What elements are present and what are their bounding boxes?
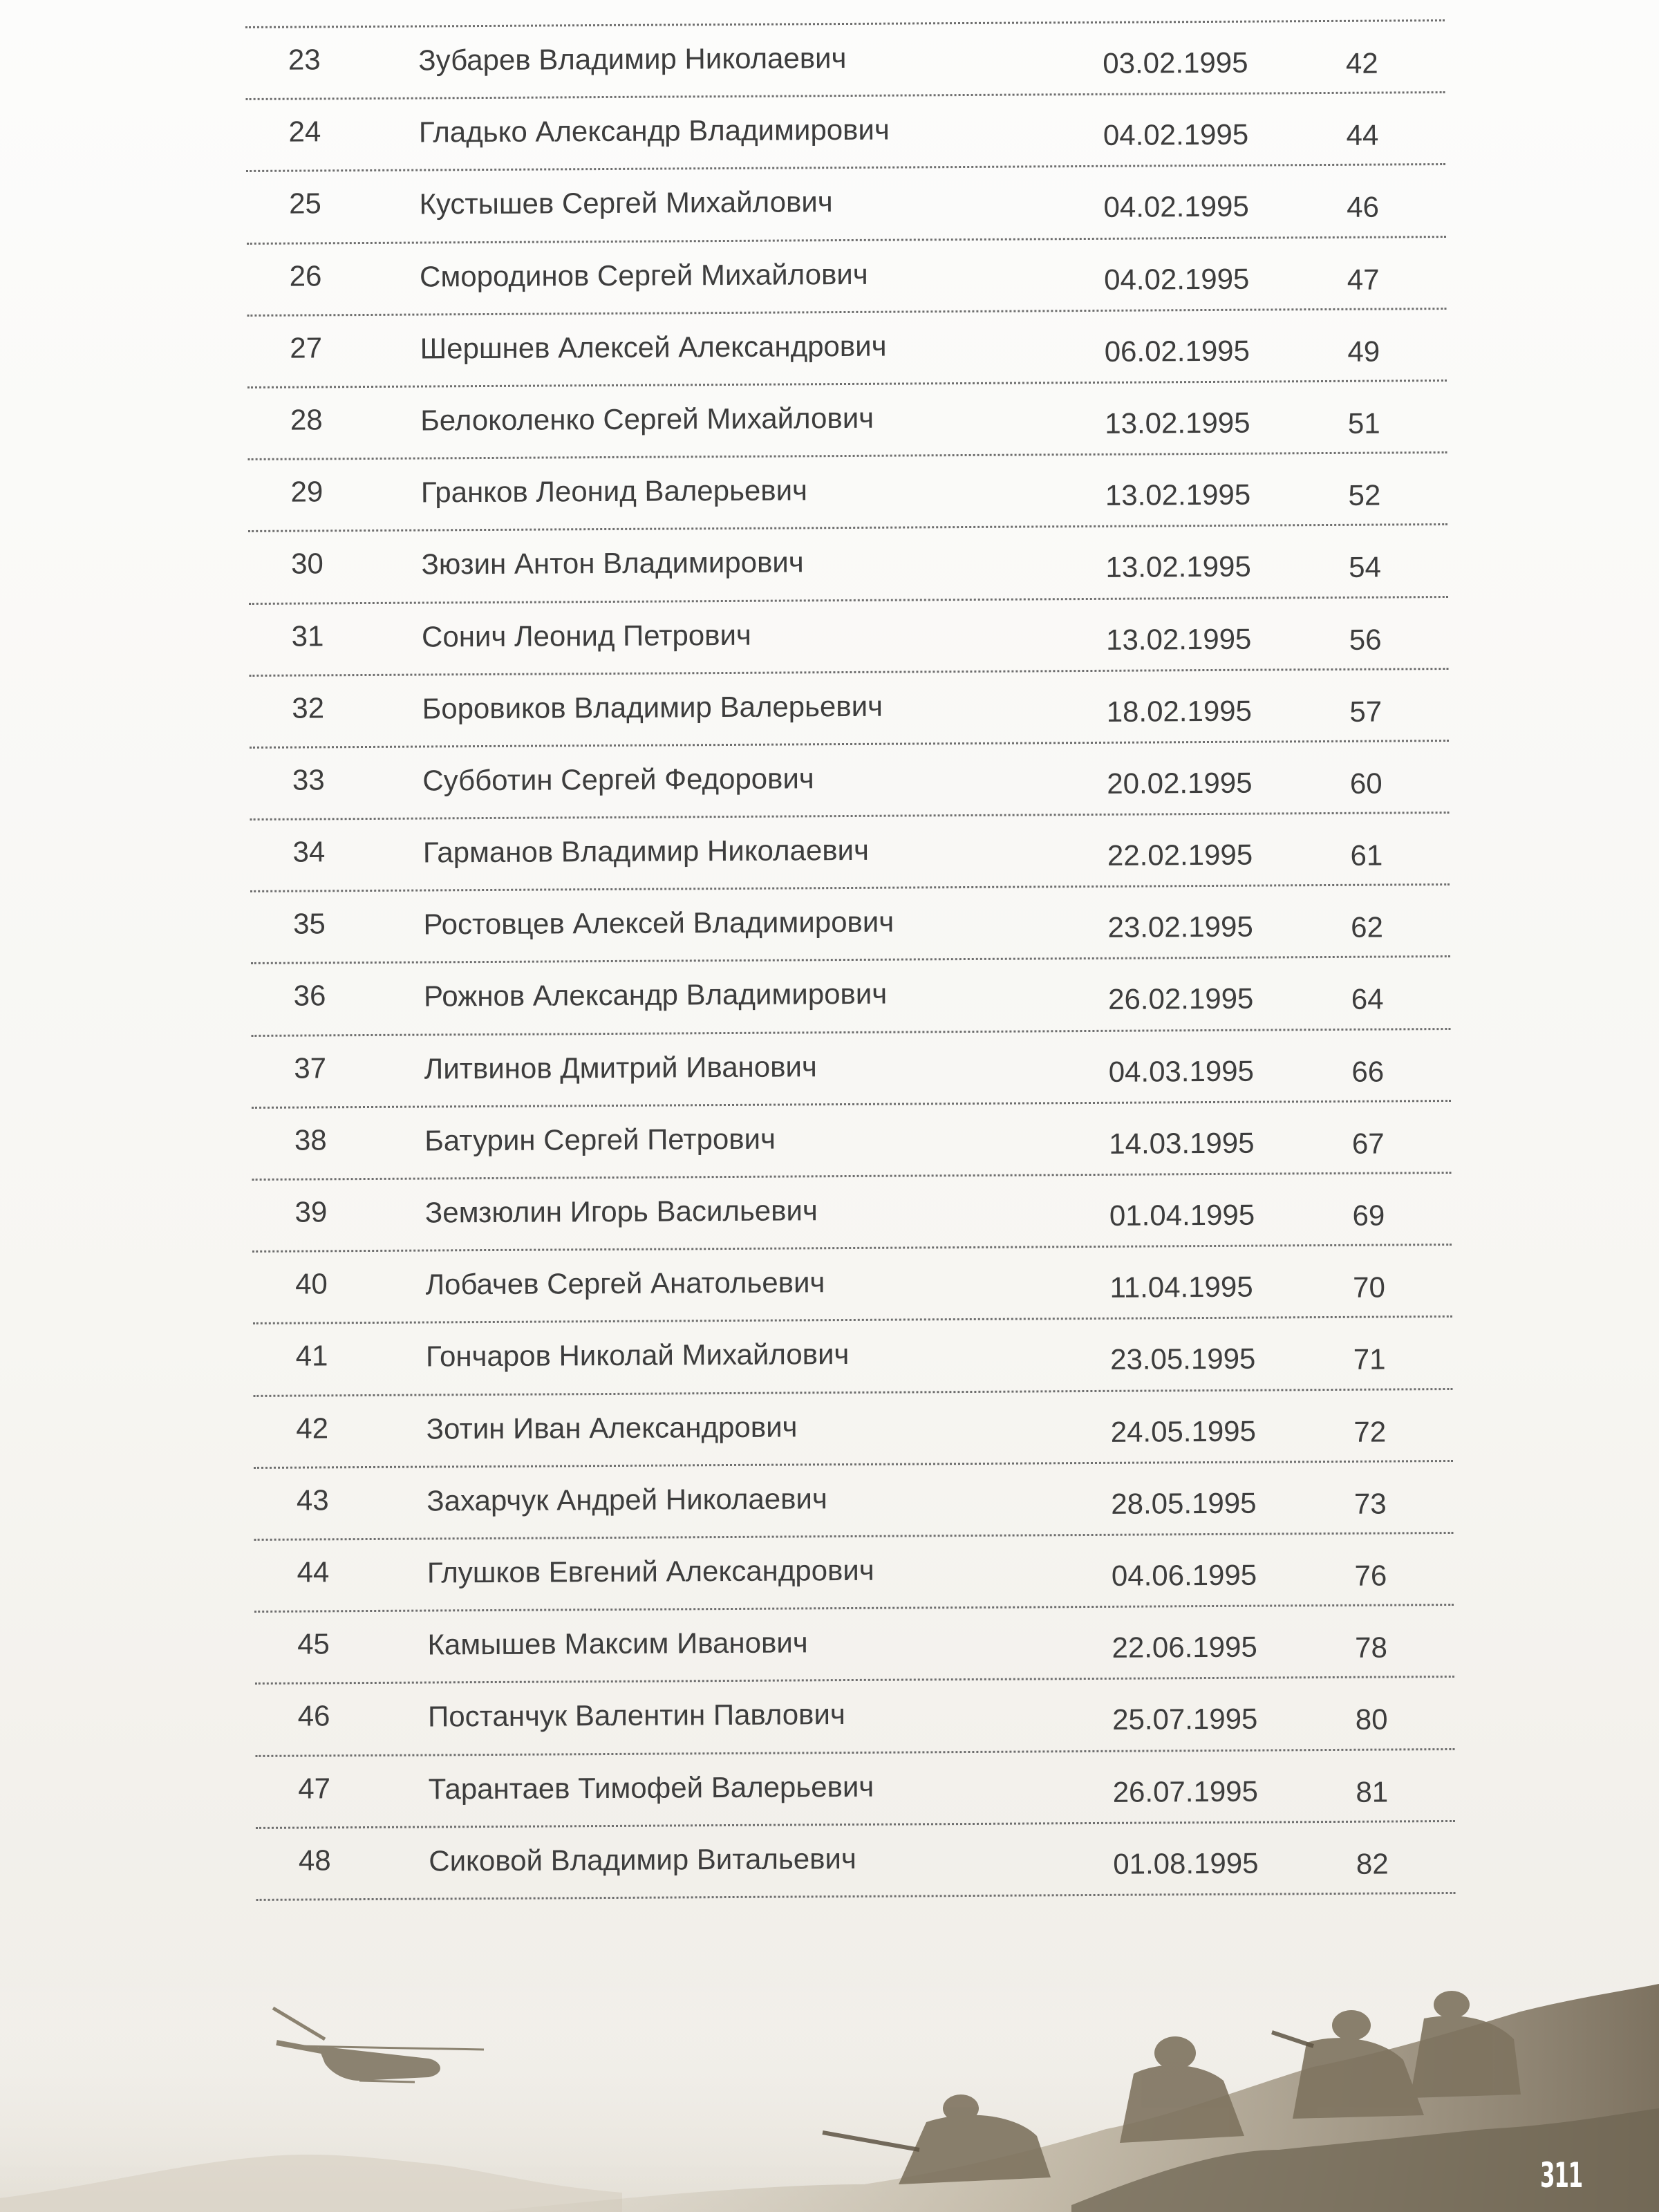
table-row (248, 525, 1448, 604)
death-date: 04.02.1995 (1103, 190, 1249, 224)
death-date: 26.02.1995 (1107, 982, 1254, 1016)
full-name: Сиковой Владимир Витальевич (429, 1841, 856, 1877)
page-reference: 69 (1352, 1199, 1385, 1232)
page-reference: 66 (1351, 1055, 1385, 1088)
death-date: 04.03.1995 (1108, 1054, 1255, 1088)
table-row (255, 1678, 1455, 1756)
death-date: 01.04.1995 (1109, 1198, 1255, 1232)
full-name: Земзюлин Игорь Васильевич (424, 1194, 818, 1229)
page-reference: 60 (1349, 767, 1382, 800)
full-name: Постанчук Валентин Павлович (427, 1698, 845, 1733)
row-number: 40 (294, 1267, 328, 1300)
page-reference: 72 (1353, 1415, 1387, 1448)
death-date: 06.02.1995 (1104, 334, 1250, 368)
death-date: 18.02.1995 (1106, 694, 1253, 728)
death-date: 04.02.1995 (1103, 118, 1249, 152)
table-row (252, 1246, 1452, 1324)
full-name: Глушков Евгений Александрович (427, 1553, 874, 1589)
row-number: 31 (291, 619, 324, 653)
death-date: 25.07.1995 (1112, 1702, 1258, 1736)
table-row (251, 957, 1451, 1036)
full-name: Кустышев Сергей Михайлович (419, 185, 833, 221)
death-date: 13.02.1995 (1105, 550, 1251, 584)
row-number: 27 (290, 331, 323, 364)
death-date: 22.06.1995 (1112, 1630, 1257, 1664)
row-number: 23 (288, 43, 321, 76)
row-number: 39 (294, 1195, 328, 1228)
page-reference: 76 (1354, 1559, 1387, 1592)
page-reference: 70 (1353, 1271, 1386, 1304)
full-name: Лобачев Сергей Анатольевич (425, 1266, 825, 1301)
row-number: 48 (298, 1844, 331, 1877)
page-reference: 80 (1355, 1703, 1388, 1736)
death-date: 24.05.1995 (1110, 1414, 1257, 1448)
death-date: 14.03.1995 (1109, 1126, 1255, 1160)
death-date: 04.02.1995 (1103, 262, 1250, 296)
full-name: Зубарев Владимир Николаевич (418, 41, 847, 77)
table-row (249, 670, 1449, 749)
table-row (247, 382, 1447, 460)
full-name: Гладько Александр Владимирович (418, 113, 890, 149)
death-date: 11.04.1995 (1109, 1270, 1253, 1304)
page-reference: 49 (1347, 335, 1380, 368)
full-name: Тарантаев Тимофей Валерьевич (428, 1770, 874, 1806)
table-row (247, 238, 1447, 317)
full-name: Рожнов Александр Владимирович (423, 977, 888, 1013)
table-row (250, 885, 1450, 964)
row-number: 42 (296, 1411, 329, 1445)
page-reference: 54 (1349, 550, 1382, 584)
page-reference: 73 (1353, 1487, 1387, 1520)
row-number: 28 (290, 403, 323, 436)
page-reference: 78 (1355, 1631, 1388, 1664)
page-reference: 82 (1356, 1847, 1389, 1880)
table-row (247, 310, 1447, 388)
table-row (253, 1390, 1453, 1469)
row-number: 41 (295, 1339, 328, 1372)
table-row (255, 1750, 1455, 1828)
row-number: 43 (296, 1483, 329, 1517)
table-row (248, 453, 1448, 532)
full-name: Боровиков Владимир Валерьевич (422, 689, 883, 725)
page-reference: 61 (1350, 838, 1383, 872)
full-name: Зотин Иван Александрович (426, 1409, 798, 1445)
table-row (254, 1606, 1454, 1685)
table-row (249, 597, 1449, 676)
table-row (252, 1174, 1452, 1253)
row-number: 32 (292, 691, 325, 724)
full-name: Гранков Леонид Валерьевич (420, 474, 808, 509)
full-name: Литвинов Дмитрий Иванович (424, 1049, 817, 1085)
row-number: 44 (297, 1555, 330, 1588)
table-row (254, 1462, 1454, 1541)
table-row (245, 21, 1445, 100)
full-name: Захарчук Андрей Николаевич (427, 1481, 827, 1517)
page-reference: 57 (1349, 695, 1382, 728)
page-reference: 81 (1356, 1775, 1389, 1808)
row-number: 34 (292, 835, 326, 868)
row-number: 46 (297, 1699, 330, 1732)
row-number: 25 (288, 187, 321, 221)
battle-scene-photo (0, 1977, 1659, 2212)
full-name: Зюзин Антон Владимирович (421, 545, 804, 581)
page-reference: 56 (1349, 623, 1382, 656)
row-number: 24 (288, 115, 321, 148)
page-reference: 52 (1348, 478, 1381, 512)
page-reference: 71 (1353, 1342, 1386, 1376)
full-name: Сонич Леонид Петрович (421, 618, 751, 653)
death-date: 28.05.1995 (1111, 1486, 1257, 1520)
page-reference: 47 (1347, 263, 1380, 296)
row-number: 26 (289, 259, 322, 292)
full-name: Белоколенко Сергей Михайлович (420, 401, 874, 437)
row-number: 30 (290, 547, 324, 580)
page-reference: 62 (1351, 910, 1384, 944)
table-row (246, 165, 1446, 244)
table-row (250, 814, 1450, 892)
full-name: Гарманов Владимир Николаевич (422, 833, 870, 869)
row-number: 29 (290, 475, 324, 508)
roster-table (245, 19, 1456, 1901)
full-name: Ростовцев Алексей Владимирович (423, 905, 894, 941)
page-reference: 67 (1351, 1127, 1385, 1160)
full-name: Шершнев Алексей Александрович (420, 329, 887, 365)
death-date: 23.02.1995 (1107, 910, 1253, 944)
row-number: 33 (292, 763, 325, 796)
death-date: 20.02.1995 (1107, 766, 1253, 800)
death-date: 01.08.1995 (1113, 1846, 1259, 1880)
table-row (250, 742, 1450, 821)
full-name: Субботин Сергей Федорович (422, 762, 814, 797)
table-row (252, 1102, 1452, 1181)
table-row (254, 1534, 1454, 1613)
row-number: 45 (297, 1627, 330, 1660)
full-name: Камышев Максим Иванович (427, 1626, 808, 1661)
death-date: 22.02.1995 (1107, 838, 1253, 872)
death-date: 13.02.1995 (1105, 478, 1251, 512)
row-number: 37 (294, 1051, 327, 1085)
page-reference: 44 (1346, 118, 1379, 152)
page-number: 311 (1540, 2155, 1582, 2195)
row-number: 36 (293, 979, 326, 1013)
page-reference: 42 (1345, 46, 1378, 79)
table-row (253, 1318, 1453, 1396)
death-date: 23.05.1995 (1109, 1342, 1256, 1376)
page-reference: 46 (1347, 190, 1380, 224)
death-date: 04.06.1995 (1111, 1558, 1257, 1592)
row-number: 35 (292, 907, 326, 940)
death-date: 13.02.1995 (1105, 622, 1252, 656)
row-number: 38 (294, 1123, 327, 1156)
page-reference: 64 (1351, 982, 1384, 1016)
full-name: Гончаров Николай Михайлович (425, 1338, 850, 1373)
full-name: Смородинов Сергей Михайлович (419, 257, 868, 293)
death-date: 26.07.1995 (1112, 1774, 1259, 1808)
full-name: Батурин Сергей Петрович (424, 1122, 776, 1157)
death-date: 03.02.1995 (1103, 46, 1248, 79)
table-row (256, 1822, 1456, 1901)
page-reference: 51 (1347, 406, 1380, 440)
table-row (246, 93, 1446, 172)
death-date: 13.02.1995 (1105, 406, 1250, 440)
table-row (251, 1030, 1451, 1109)
row-number: 47 (298, 1771, 331, 1805)
